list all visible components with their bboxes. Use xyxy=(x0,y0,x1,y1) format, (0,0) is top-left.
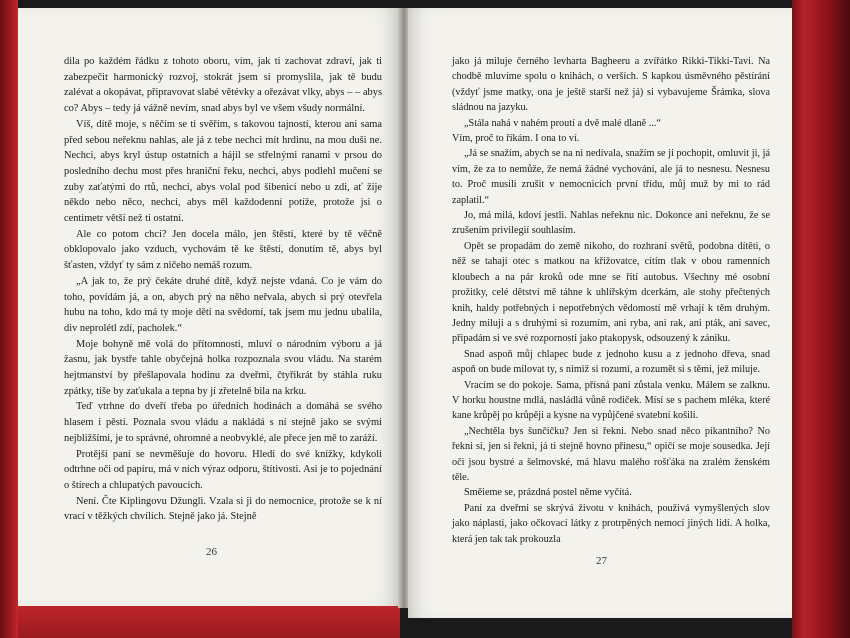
paragraph: Paní za dveřmi se skrývá životu v knihách, použivá vymyšlených slov jako náplasti, jako očkovací látky z protrpěných nemocí jiných lidí. A holka, která jen tak tak prokouzla xyxy=(452,502,770,545)
paragraph: Jo, má milá, kdoví jestli. Nahlas neřeknu nic. Dokonce ani neřeknu, že se zrušením privilegií souhlasím. xyxy=(452,210,770,237)
page-number: 26 xyxy=(206,546,217,558)
paragraph: Teď vtrhne do dveří třeba po úředních hodinách a domáhá se svého hlasem i pěstí. Poznala svou vládu a nakládá s ní stejně jako se svými nejbližšími, je to správné, ohromné a neobvyklé, ale přece jen mě to zaráží. xyxy=(64,401,382,444)
paragraph: Opět se propadám do země nikoho, do rozhraní světů, podobna dítěti, o něž se tahají otec s matkou na křižovatce, cítím tlak v obou ramenních kloubech a na pár kroků ode mne se řítí autobus. Všechny mé osobní prožitky, celé dětství mě táhne k uhlířským dcerkám, ale stohy přečtených knih, haldy potřebných i nepotřebných vědomostí mě vrhají k těm druhým. Jedny miluji a s druhými si rozumím, ani ryba, ani rak, ani pták, ani savec, připadám si ve své rozpornosti jako ptakopysk, odsouzený k zániku. xyxy=(452,240,770,345)
paragraph: „Já se snažím, abych se na ni nedívala, snažím se ji pochopit, omluvit ji, já vím, že za to nemůže, že nemá žádné vychování, ale já to nesnesu. Nesnesu to. Proč musili zrušit v nemocnicích první třídu, můj muž by mi to rád zaplatil.“ xyxy=(452,148,770,206)
book-cover-edge-right xyxy=(792,0,850,638)
left-page xyxy=(18,8,400,606)
paragraph: Vracím se do pokoje. Sama, přísná paní zůstala venku. Málem se zalknu. V horku houstne mdlá, nasládlá vůně rodiček. Mísí se s pachem mléka, které kane krůpěj po krůpěji a kysne na vypůjčené svatební košili. xyxy=(452,379,770,422)
book-cover-edge-left xyxy=(0,0,18,638)
paragraph: jako já miluje černého levharta Bagheeru a zvířátko Rikki-Tikki-Tavi. Na chodbě mluvíme spolu o knihách, o verších. S kapkou úsměvného pěstírání (vždyť jsme matky, ona je ještě starší než já) si vybavujeme Šrámka, slova sládnou na jazyku. xyxy=(452,56,770,114)
paragraph: Víš, dítě moje, s něčím se ti svěřím, s takovou tajností, kterou ani sama před sebou neřeknu nahlas, ale já z tebe nechci mít hrdinu, na mou duši ne. Nechci, abys kryl ústup ostatních a hájil se střelnými ranami v prsou do posledního dechu most přes hraniční řeku, nechci, abys podlehl mučení se zuby zaťatými do rtů, nechci, abys volal pod šibenicí nebo u zdi, ať žije někdo nebo něco, nechci, abys měl každodenní potíže, protože jsi o centimetr větší než ti ostatní. xyxy=(64,118,382,225)
right-page-text xyxy=(452,54,770,547)
left-page-text xyxy=(64,54,382,525)
paragraph: „Nechtěla bys šunčičku? Jen si řekni. Nebo snad něco pikantního? No řekni si, jen si řekni, já ti stejně hovno přinesu,“ opičí se moje sousedka. Její oči jsou bystré a šelmovské, má hlavu malého rošťáka na zralém ženském těle. xyxy=(452,425,770,483)
paragraph: Není. Čte Kiplingovu Džungli. Vzala si ji do nemocnice, protože se k ní vrací v těžkých chvílích. Stejně jako já. Stejně xyxy=(64,495,382,523)
right-page xyxy=(408,8,792,618)
page-number: 27 xyxy=(596,555,607,567)
paragraph: „Stála nahá v nahém proutí a dvě malé dlaně ...“ xyxy=(464,117,661,129)
paragraph: Moje bohyně mě volá do přítomnosti, mluví o národním výboru a já žasnu, jak bystře tahle obyčejná holka rozpoznala svou vládu. Na starém hejtmanství by přešlapovala hodinu za dveřmi, čtyřikrát by stáhla ruku zpátky, tiše by zaťukala a tepna by jí zřetelně bila na krku. xyxy=(64,338,382,397)
paragraph: Vím, proč to říkám. I ona to ví. xyxy=(452,133,580,145)
paragraph: Protější paní se nevměšuje do hovoru. Hledí do své knížky, kdykoli odtrhne oči od papíru, má v ních výraz odporu, štítivosti. Asi je to pojednání o štírech a chlupatých pavoucích. xyxy=(64,448,382,491)
paragraph: „A jak to, že prý čekáte druhé dítě, když nejste vdaná. Co je vám do toho, povídám já, a on, abych prý na něho neřvala, abych si prý otevřela hubu na toho, kdo má ty moje děti na svědomí, tak jsem mu jednu ubalila, div neprolétl zdí, pacholek.“ xyxy=(64,275,382,334)
paragraph: Snad aspoň můj chlapec bude z jednoho kusu a z jednoho dřeva, snad aspoň on bude milovat ty, s nimiž si rozumí, a rozumět si s těmi, jež miluje. xyxy=(452,348,770,376)
paragraph: dila po každém řádku z tohoto oboru, vím, jak ti zachovat zdraví, jak ti zabezpečit harmonický rozvoj, stokrát jsem si promyslila, jak tě budu zalévat a okopávat, připravovat slabé větévky a ořezávat vlky, abys – – abys co? Abys – tedy já vážně nevím, snad abys byl ve všem všudy normální. xyxy=(64,56,382,115)
paragraph: Směieme se, prázdná postel něme vyčítá. xyxy=(464,487,632,499)
paragraph: Ale co potom chci? Jen docela málo, jen štěstí, které by tě věčně obklopovalo jako vzduch, vychovám tě ke štěstí, donutím tě, abys byl šťasten, vždyť ty sám z ničeho nemáš rozum. xyxy=(64,228,382,272)
